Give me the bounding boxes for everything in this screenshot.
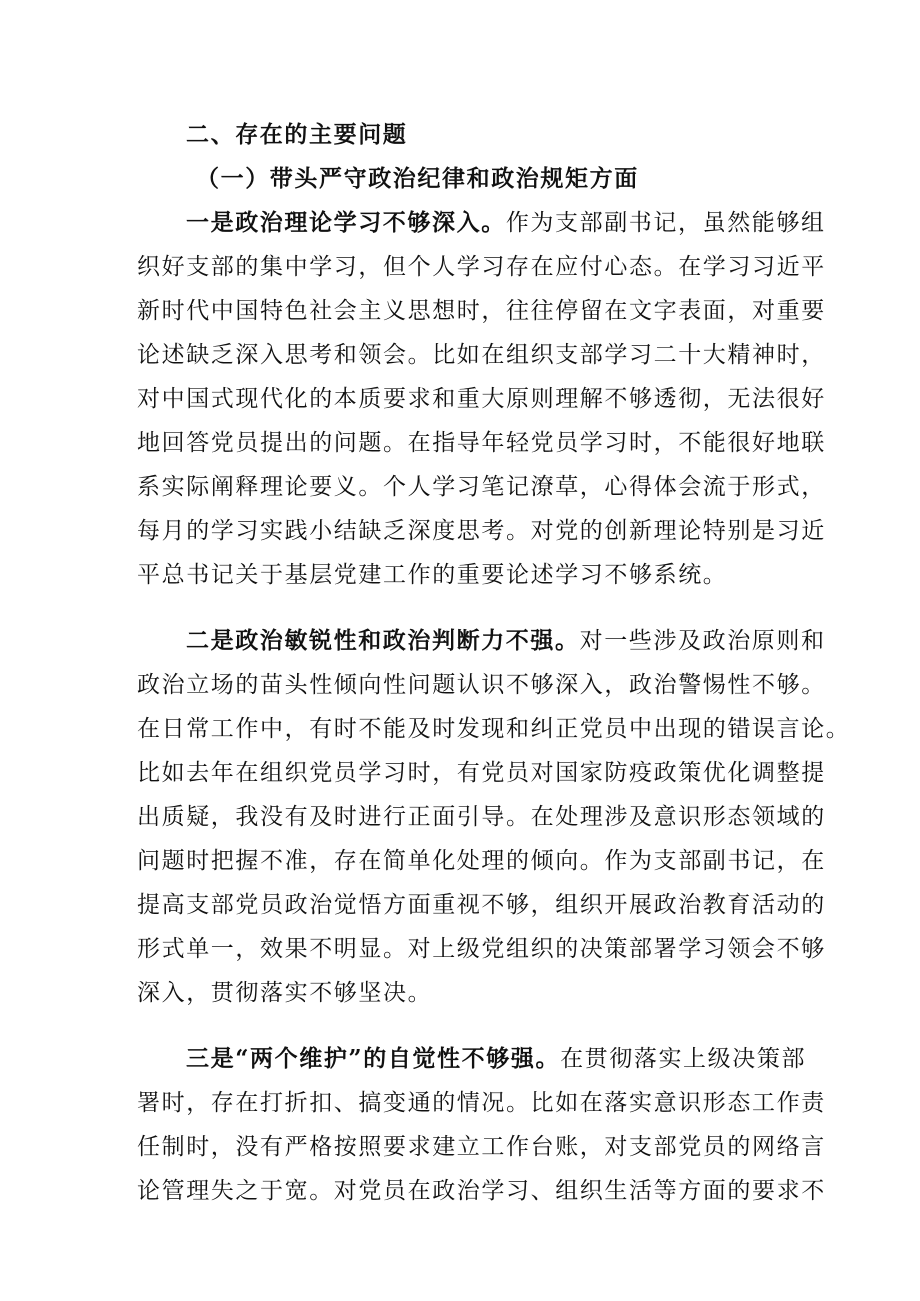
paragraph-1-line: 新时代中国特色社会主义思想时，往往停留在文字表面，对重要 <box>137 298 826 324</box>
paragraph-3-first-line-rest: 在贯彻落实上级决策部 <box>560 1046 807 1072</box>
paragraph-3-first-line <box>186 1042 806 1076</box>
paragraph-2-line: 在日常工作中，有时不能及时发现和纠正党员中出现的错误言论。 <box>137 716 851 742</box>
paragraph-2-line: 形式单一，效果不明显。对上级党组织的决策部署学习领会不够 <box>137 936 826 962</box>
paragraph-1-line: 对中国式现代化的本质要求和重大原则理解不够透彻，无法很好 <box>137 386 826 412</box>
paragraph-2-lead: 二是政治敏锐性和政治判断力不强。 <box>186 627 580 654</box>
paragraph-1-first-line <box>186 206 826 240</box>
paragraph-3-line: 署时，存在打折扣、搞变通的情况。比如在落实意识形态工作责 <box>137 1090 826 1116</box>
paragraph-1-line: 每月的学习实践小结缺乏深度思考。对党的创新理论特别是习近 <box>137 518 826 544</box>
paragraph-1-line: 论述缺乏深入思考和领会。比如在组织支部学习二十大精神时， <box>137 342 826 368</box>
paragraph-1-lead: 一是政治理论学习不够深入。 <box>186 209 506 236</box>
section-title: 二、存在的主要问题 <box>186 121 408 148</box>
paragraph-2-line: 深入，贯彻落实不够坚决。 <box>137 980 433 1006</box>
paragraph-2-line: 政治立场的苗头性倾向性问题认识不够深入，政治警惕性不够。 <box>137 672 826 698</box>
paragraph-1-line: 平总书记关于基层党建工作的重要论述学习不够系统。 <box>137 562 728 588</box>
paragraph-1-line: 织好支部的集中学习，但个人学习存在应付心态。在学习习近平 <box>137 254 826 280</box>
paragraph-1-first-line-rest: 作为支部副书记，虽然能够组 <box>505 210 826 236</box>
paragraph-3-line: 论管理失之于宽。对党员在政治学习、组织生活等方面的要求不 <box>137 1178 826 1204</box>
paragraph-2-line: 比如去年在组织党员学习时，有党员对国家防疫政策优化调整提 <box>137 760 826 786</box>
paragraph-2-first-line-rest: 对一些涉及政治原则和 <box>579 628 826 654</box>
paragraph-2-first-line <box>186 624 826 658</box>
subsection-title: （一）带头严守政治纪律和政治规矩方面 <box>196 165 639 192</box>
paragraph-2-line: 出质疑，我没有及时进行正面引导。在处理涉及意识形态领域的 <box>137 804 826 830</box>
paragraph-2-line: 问题时把握不准，存在简单化处理的倾向。作为支部副书记，在 <box>137 848 826 874</box>
paragraph-3-lead: 三是“两个维护”的自觉性不够强。 <box>186 1045 561 1072</box>
paragraph-1-line: 地回答党员提出的问题。在指导年轻党员学习时，不能很好地联 <box>137 430 826 456</box>
paragraph-2-line: 提高支部党员政治觉悟方面重视不够，组织开展政治教育活动的 <box>137 892 826 918</box>
paragraph-1-line: 系实际阐释理论要义。个人学习笔记潦草，心得体会流于形式， <box>137 474 826 500</box>
paragraph-3-line: 任制时，没有严格按照要求建立工作台账，对支部党员的网络言 <box>137 1134 826 1160</box>
